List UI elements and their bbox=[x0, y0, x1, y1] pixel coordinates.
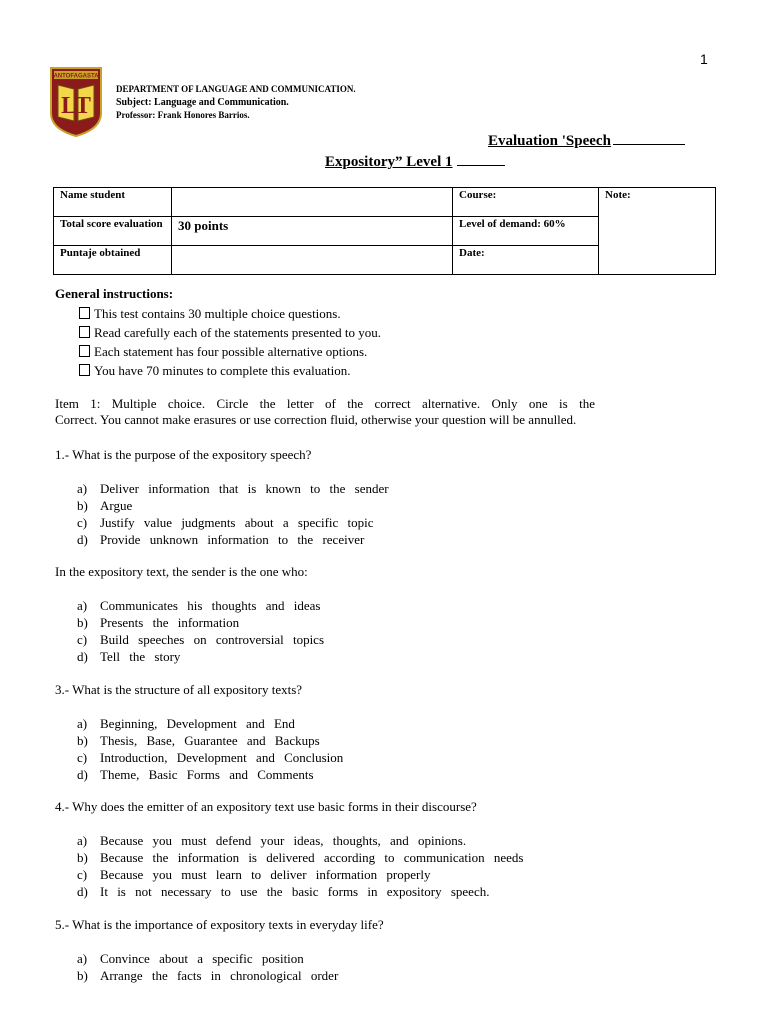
total-score-value: 30 points bbox=[172, 217, 453, 246]
title-text-2: Expository” Level 1 bbox=[325, 154, 453, 170]
total-score-label: Total score evaluation bbox=[54, 217, 172, 246]
department-name: DEPARTMENT OF LANGUAGE AND COMMUNICATION. bbox=[116, 84, 356, 94]
option-item[interactable]: c) Build speeches on controversial topics bbox=[77, 632, 325, 647]
option-item[interactable]: d) It is not necessary to use the basic forms in expository speech. bbox=[77, 884, 490, 899]
option-item[interactable]: a) Communicates his thoughts and ideas bbox=[77, 598, 321, 613]
question-text: 1.- What is the purpose of the expository speech? bbox=[55, 447, 312, 462]
options-list bbox=[77, 715, 343, 783]
options-list bbox=[77, 480, 389, 548]
evaluation-title-line2 bbox=[325, 152, 505, 171]
date-label: Date: bbox=[453, 246, 599, 275]
instruction-item: Each statement has four possible alternative options. bbox=[79, 342, 381, 361]
question-text: 5.- What is the importance of expository texts in everyday life? bbox=[55, 917, 384, 932]
puntaje-obtained-label: Puntaje obtained bbox=[54, 246, 172, 275]
instruction-item: This test contains 30 multiple choice questions. bbox=[79, 304, 381, 323]
options-list bbox=[77, 597, 324, 665]
option-item[interactable]: d) Provide unknown information to the receiver bbox=[77, 532, 365, 547]
options-list bbox=[77, 832, 523, 900]
page-number: 1 bbox=[700, 51, 708, 67]
title-text-1: Evaluation 'Speech bbox=[488, 133, 611, 149]
department-header bbox=[116, 83, 356, 122]
instruction-item: Read carefully each of the statements presented to you. bbox=[79, 323, 381, 342]
logo-banner-text: ANTOFAGASTA bbox=[53, 73, 99, 80]
question-text: 4.- Why does the emitter of an expository text use basic forms in their discourse? bbox=[55, 799, 477, 814]
item1-line2: Correct. You cannot make erasures or use correction fluid, otherwise your question will be annulled. bbox=[55, 412, 577, 427]
checkbox-glyph-icon bbox=[79, 307, 90, 319]
option-item[interactable]: a) Because you must defend your ideas, thoughts, and opinions. bbox=[77, 833, 467, 848]
level-of-demand-label: Level of demand: 60% bbox=[453, 217, 599, 246]
option-item[interactable]: c) Introduction, Development and Conclusion bbox=[77, 750, 344, 765]
question-text: In the expository text, the sender is the one who: bbox=[55, 564, 308, 579]
checkbox-glyph-icon bbox=[79, 364, 90, 376]
option-item[interactable]: b) Presents the information bbox=[77, 615, 240, 630]
checkbox-glyph-icon bbox=[79, 345, 90, 357]
item1-instructions bbox=[55, 396, 595, 428]
logo-letters: LT bbox=[61, 93, 91, 119]
note-cell: Note: bbox=[599, 188, 716, 275]
option-item[interactable]: a) Convince about a specific position bbox=[77, 951, 304, 966]
option-item[interactable]: c) Because you must learn to deliver information properly bbox=[77, 867, 431, 882]
name-student-label: Name student bbox=[54, 188, 172, 217]
instructions-title: General instructions: bbox=[55, 286, 174, 301]
instruction-item: You have 70 minutes to complete this evaluation. bbox=[79, 361, 381, 380]
item1-line1: Item 1: Multiple choice. Circle the letter of the correct alternative. Only one is the bbox=[55, 396, 595, 411]
school-logo bbox=[50, 67, 102, 137]
option-item[interactable]: d) Tell the story bbox=[77, 649, 181, 664]
professor-line: Professor: Frank Honores Barrios. bbox=[116, 110, 250, 120]
option-item[interactable]: c) Justify value judgments about a specific topic bbox=[77, 515, 374, 530]
option-item[interactable]: b) Argue bbox=[77, 498, 133, 513]
option-item[interactable]: a) Deliver information that is known to the sender bbox=[77, 481, 389, 496]
checkbox-glyph-icon bbox=[79, 326, 90, 338]
puntaje-obtained-field[interactable] bbox=[172, 246, 453, 275]
evaluation-title-line1 bbox=[488, 131, 685, 150]
name-student-field[interactable] bbox=[172, 188, 453, 217]
question-text: 3.- What is the structure of all expository texts? bbox=[55, 682, 303, 697]
option-item[interactable]: b) Because the information is delivered according to communication needs bbox=[77, 850, 524, 865]
instructions-list bbox=[79, 304, 381, 380]
subject-line: Subject: Language and Communication. bbox=[116, 97, 289, 108]
option-item[interactable]: b) Arrange the facts in chronological order bbox=[77, 968, 339, 983]
options-list bbox=[77, 950, 338, 984]
course-label: Course: bbox=[453, 188, 599, 217]
option-item[interactable]: b) Thesis, Base, Guarantee and Backups bbox=[77, 733, 320, 748]
option-item[interactable]: a) Beginning, Development and End bbox=[77, 716, 295, 731]
option-item[interactable]: d) Theme, Basic Forms and Comments bbox=[77, 767, 314, 782]
student-info-table bbox=[53, 187, 716, 275]
